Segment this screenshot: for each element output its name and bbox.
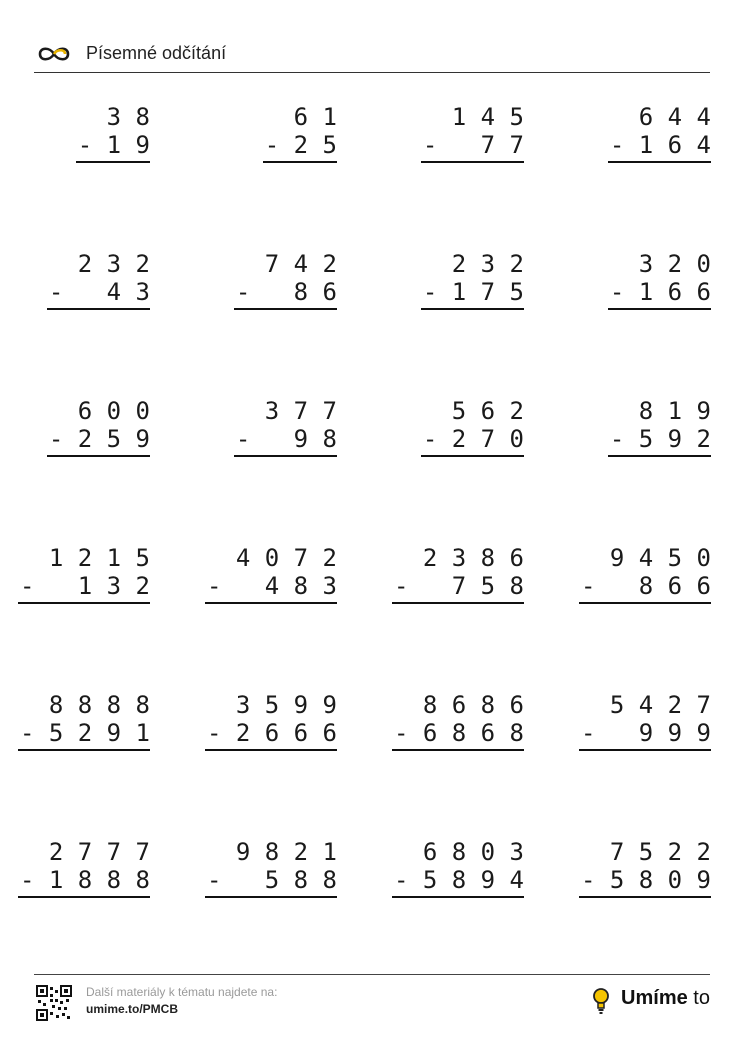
subtraction-problem xyxy=(561,544,711,614)
minuend: 8 8 8 8 xyxy=(34,691,150,719)
minuend: 3 2 0 xyxy=(624,250,711,278)
minuend: 2 3 2 xyxy=(437,250,524,278)
subtrahend: - 7 5 8 xyxy=(393,572,524,600)
subtrahend: - 7 7 xyxy=(422,131,524,159)
subtrahend: - 6 8 6 8 xyxy=(393,719,524,747)
qr-code-icon xyxy=(36,985,72,1021)
answer-line xyxy=(579,749,711,751)
answer-line xyxy=(608,455,711,457)
minuend: 6 8 0 3 xyxy=(408,838,524,866)
subtrahend: - 5 8 8 xyxy=(206,866,337,894)
materials-link[interactable] xyxy=(86,1002,178,1016)
subtraction-problem xyxy=(561,838,711,908)
subtrahend: - 5 8 9 4 xyxy=(393,866,524,894)
answer-line xyxy=(421,455,524,457)
subtrahend: - 8 6 6 xyxy=(580,572,711,600)
more-materials-text: Další materiály k tématu najdete na: xyxy=(86,985,278,999)
subtraction-problem xyxy=(0,397,150,467)
answer-line xyxy=(579,602,711,604)
answer-line xyxy=(47,455,150,457)
subtraction-problem xyxy=(374,544,524,614)
answer-line xyxy=(76,161,150,163)
subtrahend: - 2 5 xyxy=(264,131,337,159)
subtrahend: - 2 5 9 xyxy=(48,425,150,453)
answer-line xyxy=(47,308,150,310)
answer-line xyxy=(18,749,150,751)
answer-line xyxy=(392,749,524,751)
page-title: Písemné odčítání xyxy=(86,43,227,63)
minuend: 3 8 xyxy=(92,103,150,131)
minuend: 6 0 0 xyxy=(63,397,150,425)
answer-line xyxy=(579,896,711,898)
answer-line xyxy=(608,308,711,310)
minuend: 6 4 4 xyxy=(624,103,711,131)
minuend: 8 6 8 6 xyxy=(408,691,524,719)
subtraction-problem xyxy=(374,250,524,320)
subtraction-problem xyxy=(374,838,524,908)
minuend: 5 4 2 7 xyxy=(595,691,711,719)
minuend: 7 4 2 xyxy=(250,250,337,278)
subtrahend: - 2 6 6 6 xyxy=(206,719,337,747)
minuend: 4 0 7 2 xyxy=(221,544,337,572)
answer-line xyxy=(608,161,711,163)
subtraction-problem xyxy=(0,250,150,320)
page-footer xyxy=(34,974,710,1021)
brand-name: Umíme xyxy=(621,987,688,1009)
answer-line xyxy=(205,602,337,604)
subtrahend: - 4 8 3 xyxy=(206,572,337,600)
answer-line xyxy=(18,896,150,898)
subtraction-problem xyxy=(187,838,337,908)
minuend: 1 4 5 xyxy=(437,103,524,131)
minuend: 7 5 2 2 xyxy=(595,838,711,866)
answer-line xyxy=(392,602,524,604)
subtraction-problem xyxy=(187,691,337,761)
answer-line xyxy=(18,602,150,604)
subtraction-problem xyxy=(561,691,711,761)
minuend: 9 4 5 0 xyxy=(595,544,711,572)
subtraction-problem xyxy=(0,103,150,173)
subtrahend: - 1 8 8 8 xyxy=(19,866,150,894)
subtrahend: - 4 3 xyxy=(48,278,150,306)
subtrahend: - 2 7 0 xyxy=(422,425,524,453)
subtrahend: - 1 6 6 xyxy=(609,278,711,306)
minuend: 5 6 2 xyxy=(437,397,524,425)
link-bold-part: umime xyxy=(86,1002,125,1016)
subtraction-problem xyxy=(0,691,150,761)
answer-line xyxy=(205,749,337,751)
answer-line xyxy=(205,896,337,898)
brand-suffix: to xyxy=(687,987,710,1009)
subtraction-problem xyxy=(374,397,524,467)
minuend: 6 1 xyxy=(279,103,337,131)
minuend: 3 5 9 9 xyxy=(221,691,337,719)
minuend: 1 2 1 5 xyxy=(34,544,150,572)
subtraction-problem xyxy=(561,250,711,320)
link-rest-part: .to/PMCB xyxy=(124,1002,179,1016)
subtrahend: - 1 9 xyxy=(77,131,150,159)
subtraction-problem xyxy=(561,103,711,173)
subtraction-problem xyxy=(187,250,337,320)
subtrahend: - 5 9 2 xyxy=(609,425,711,453)
minuend: 2 3 8 6 xyxy=(408,544,524,572)
minuend: 8 1 9 xyxy=(624,397,711,425)
minuend: 3 7 7 xyxy=(250,397,337,425)
subtrahend: - 9 9 9 xyxy=(580,719,711,747)
subtraction-problem xyxy=(187,397,337,467)
answer-line xyxy=(421,308,524,310)
subtrahend: - 1 6 4 xyxy=(609,131,711,159)
subtrahend: - 9 8 xyxy=(235,425,337,453)
subtraction-problem xyxy=(561,397,711,467)
subtraction-problem xyxy=(0,838,150,908)
subtraction-problem xyxy=(187,544,337,614)
minuend: 2 3 2 xyxy=(63,250,150,278)
subtrahend: - 5 2 9 1 xyxy=(19,719,150,747)
minuend: 9 8 2 1 xyxy=(221,838,337,866)
answer-line xyxy=(234,308,337,310)
brand-logo xyxy=(621,987,710,1013)
answer-line xyxy=(392,896,524,898)
subtraction-problem xyxy=(374,691,524,761)
answer-line xyxy=(421,161,524,163)
answer-line xyxy=(263,161,337,163)
subtrahend: - 1 7 5 xyxy=(422,278,524,306)
answer-line xyxy=(234,455,337,457)
subtrahend: - 1 3 2 xyxy=(19,572,150,600)
subtrahend: - 8 6 xyxy=(235,278,337,306)
minuend: 2 7 7 7 xyxy=(34,838,150,866)
subtraction-problem xyxy=(374,103,524,173)
subtraction-problem xyxy=(187,103,337,173)
subtraction-problem xyxy=(0,544,150,614)
subtrahend: - 5 8 0 9 xyxy=(580,866,711,894)
lightbulb-icon xyxy=(591,987,611,1015)
